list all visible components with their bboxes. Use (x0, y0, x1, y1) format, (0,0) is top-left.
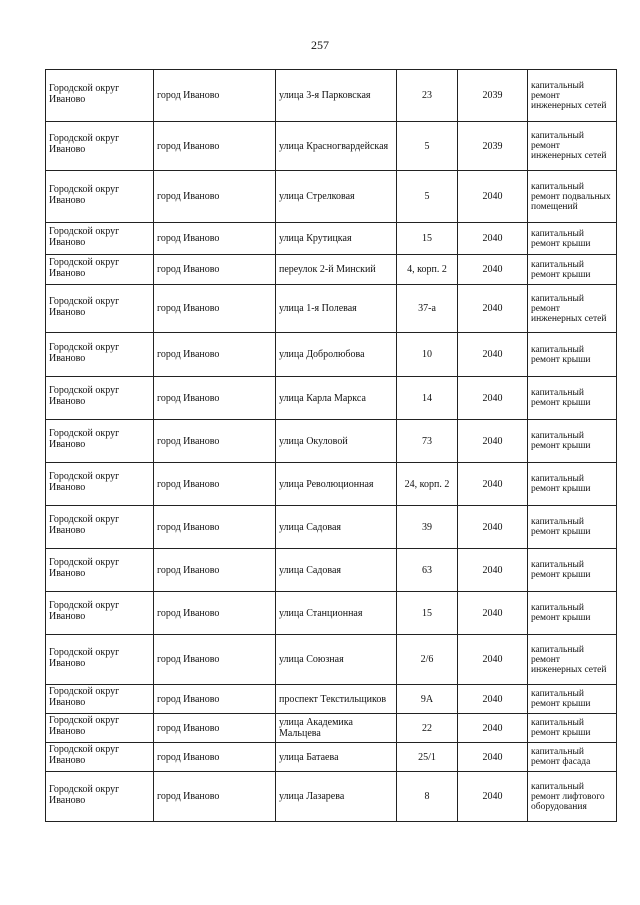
city-cell-text: город Иваново (157, 607, 220, 619)
city-cell (154, 685, 276, 714)
street-cell (276, 592, 397, 635)
street-cell-text: улица Добролюбова (279, 349, 365, 360)
city-cell (154, 377, 276, 420)
city-cell (154, 333, 276, 377)
street-cell-text: переулок 2-й Минский (279, 264, 376, 275)
street-cell-text: улица 1-я Полевая (279, 303, 357, 314)
okrug-cell-text: Городской округ Иваново (49, 744, 120, 766)
work-type-cell-text: капитальный ремонт инженерных сетей (531, 131, 607, 161)
year-cell-text: 2040 (482, 191, 503, 202)
house-number-cell (397, 506, 458, 549)
okrug-cell (46, 333, 154, 377)
city-cell-text: город Иваново (157, 564, 220, 576)
street-cell-text: улица Батаева (279, 751, 339, 763)
year-cell-text: 2040 (482, 751, 503, 763)
okrug-cell-text: Городской округ Иваново (49, 600, 120, 622)
house-number-cell-text: 5 (424, 191, 430, 202)
street-cell (276, 685, 397, 714)
year-cell (458, 420, 528, 463)
year-cell (458, 70, 528, 122)
okrug-cell (46, 285, 154, 333)
table-row (46, 420, 617, 463)
year-cell-text: 2040 (482, 693, 503, 705)
year-cell-text: 2040 (482, 478, 503, 490)
house-number-cell (397, 255, 458, 285)
city-cell (154, 506, 276, 549)
street-cell-text: улица Стрелковая (279, 191, 355, 202)
okrug-cell (46, 635, 154, 685)
work-type-cell (528, 506, 617, 549)
street-cell (276, 122, 397, 171)
okrug-cell (46, 463, 154, 506)
street-cell (276, 171, 397, 223)
okrug-cell (46, 714, 154, 743)
table-row (46, 743, 617, 772)
street-cell (276, 70, 397, 122)
okrug-cell (46, 223, 154, 255)
work-type-cell (528, 463, 617, 506)
city-cell (154, 255, 276, 285)
work-type-cell-text: капитальный ремонт крыши (531, 517, 591, 537)
city-cell-text: город Иваново (157, 90, 220, 101)
okrug-cell-text: Городской округ Иваново (49, 783, 120, 806)
city-cell (154, 463, 276, 506)
street-cell (276, 635, 397, 685)
street-cell-text: улица Крутицкая (279, 233, 352, 244)
city-cell-text: город Иваново (157, 478, 220, 490)
okrug-cell (46, 506, 154, 549)
city-cell-text: город Иваново (157, 191, 220, 202)
work-type-cell-text: капитальный ремонт крыши (531, 344, 591, 365)
house-number-cell (397, 377, 458, 420)
table-row (46, 122, 617, 171)
okrug-cell (46, 549, 154, 592)
work-type-cell (528, 685, 617, 714)
work-type-cell (528, 70, 617, 122)
table-row (46, 506, 617, 549)
table-row (46, 772, 617, 822)
year-cell (458, 122, 528, 171)
city-cell (154, 772, 276, 822)
okrug-cell (46, 377, 154, 420)
house-number-cell (397, 420, 458, 463)
year-cell (458, 223, 528, 255)
street-cell-text: улица Карла Маркса (279, 392, 366, 404)
table-row (46, 333, 617, 377)
page-number: 257 (311, 38, 329, 52)
city-cell (154, 714, 276, 743)
okrug-cell-text: Городской округ Иваново (49, 225, 120, 248)
okrug-cell (46, 255, 154, 285)
work-type-cell-text: капитальный ремонт крыши (531, 228, 591, 249)
work-type-cell-text: капитальный ремонт лифтового оборудования (531, 781, 605, 812)
street-cell-text: улица Окуловой (279, 435, 348, 447)
house-number-cell (397, 122, 458, 171)
year-cell (458, 714, 528, 743)
work-type-cell (528, 223, 617, 255)
okrug-cell-text: Городской округ Иваново (49, 341, 120, 364)
okrug-cell-text: Городской округ Иваново (49, 133, 120, 155)
house-number-cell-text: 9А (420, 693, 434, 705)
year-cell (458, 285, 528, 333)
house-number-cell (397, 549, 458, 592)
work-type-cell (528, 743, 617, 772)
work-type-cell (528, 772, 617, 822)
street-cell (276, 463, 397, 506)
work-type-cell (528, 377, 617, 420)
city-cell (154, 70, 276, 122)
table-row (46, 549, 617, 592)
year-cell-text: 2040 (482, 791, 503, 802)
house-number-cell (397, 70, 458, 122)
city-cell-text: город Иваново (157, 521, 220, 533)
year-cell-text: 2040 (482, 722, 503, 734)
work-type-cell-text: капитальный ремонт подвальных помещений (531, 181, 611, 212)
year-cell (458, 463, 528, 506)
year-cell-text: 2040 (482, 349, 503, 360)
city-cell (154, 223, 276, 255)
table-row (46, 70, 617, 122)
city-cell-text: город Иваново (157, 435, 220, 447)
street-cell-text: проспект Текстильщиков (279, 693, 387, 705)
street-cell (276, 772, 397, 822)
house-number-cell-text: 63 (422, 564, 432, 576)
house-number-cell (397, 592, 458, 635)
work-type-cell-text: капитальный ремонт фасада (531, 747, 591, 767)
street-cell (276, 549, 397, 592)
house-number-cell-text: 24, корп. 2 (404, 478, 450, 490)
city-cell-text: город Иваново (157, 722, 220, 734)
work-type-cell-text: капитальный ремонт инженерных сетей (531, 80, 607, 111)
work-type-cell (528, 420, 617, 463)
house-number-cell-text: 39 (422, 521, 432, 533)
year-cell (458, 772, 528, 822)
okrug-cell-text: Городской округ Иваново (49, 295, 120, 318)
city-cell-text: город Иваново (157, 264, 220, 275)
table-row (46, 714, 617, 743)
city-cell (154, 285, 276, 333)
year-cell-text: 2040 (482, 564, 503, 576)
house-number-cell-text: 10 (422, 349, 432, 360)
city-cell-text: город Иваново (157, 751, 220, 763)
house-number-cell-text: 25/1 (418, 751, 436, 763)
table-row (46, 255, 617, 285)
work-type-cell-text: капитальный ремонт крыши (531, 431, 591, 451)
okrug-cell (46, 592, 154, 635)
work-type-cell-text: капитальный ремонт крыши (531, 603, 591, 623)
okrug-cell-text: Городской округ Иваново (49, 557, 120, 579)
street-cell (276, 743, 397, 772)
year-cell (458, 635, 528, 685)
house-number-cell-text: 5 (424, 140, 430, 152)
city-cell (154, 171, 276, 223)
year-cell-text: 2040 (482, 435, 503, 447)
street-cell-text: улица Станционная (279, 607, 363, 619)
street-cell-text: улица Садовая (279, 521, 342, 533)
work-type-cell (528, 635, 617, 685)
table-row (46, 171, 617, 223)
okrug-cell-text: Городской округ Иваново (49, 385, 120, 407)
city-cell (154, 592, 276, 635)
year-cell-text: 2040 (482, 654, 503, 665)
table-row (46, 285, 617, 333)
year-cell-text: 2040 (482, 233, 503, 244)
house-number-cell (397, 223, 458, 255)
work-type-cell-text: капитальный ремонт крыши (531, 259, 591, 280)
work-type-cell-text: капитальный ремонт инженерных сетей (531, 293, 607, 324)
year-cell-text: 2040 (482, 264, 503, 275)
year-cell (458, 685, 528, 714)
house-number-cell-text: 14 (422, 392, 432, 404)
table-row (46, 377, 617, 420)
year-cell (458, 743, 528, 772)
work-type-cell (528, 714, 617, 743)
work-type-cell-text: капитальный ремонт крыши (531, 560, 591, 580)
city-cell (154, 549, 276, 592)
table-row (46, 592, 617, 635)
house-number-cell-text: 15 (422, 233, 432, 244)
street-cell-text: улица Красногвардейская (279, 140, 389, 152)
okrug-cell (46, 772, 154, 822)
year-cell (458, 333, 528, 377)
city-cell-text: город Иваново (157, 654, 220, 665)
city-cell-text: город Иваново (157, 140, 220, 152)
street-cell (276, 506, 397, 549)
okrug-cell (46, 685, 154, 714)
work-type-cell (528, 333, 617, 377)
okrug-cell-text: Городской округ Иваново (49, 183, 120, 206)
okrug-cell-text: Городской округ Иваново (49, 715, 120, 737)
year-cell (458, 171, 528, 223)
city-cell-text: город Иваново (157, 303, 220, 314)
year-cell (458, 506, 528, 549)
okrug-cell-text: Городской округ Иваново (49, 82, 120, 105)
street-cell-text: улица Революционная (279, 478, 374, 490)
work-type-cell-text: капитальный ремонт крыши (531, 474, 591, 494)
street-cell (276, 285, 397, 333)
city-cell (154, 122, 276, 171)
work-type-cell-text: капитальный ремонт крыши (531, 689, 591, 709)
house-number-cell-text: 37-а (418, 303, 436, 314)
street-cell-text: улица Лазарева (279, 791, 345, 802)
okrug-cell-text: Городской округ Иваново (49, 428, 120, 450)
house-number-cell (397, 463, 458, 506)
year-cell-text: 2040 (482, 303, 503, 314)
house-number-cell (397, 743, 458, 772)
work-type-cell (528, 549, 617, 592)
table-body (46, 70, 617, 822)
house-number-cell (397, 171, 458, 223)
street-cell (276, 255, 397, 285)
work-type-cell (528, 171, 617, 223)
okrug-cell (46, 743, 154, 772)
house-number-cell-text: 2/6 (420, 654, 434, 665)
street-cell-text: улица Садовая (279, 564, 342, 576)
okrug-cell-text: Городской округ Иваново (49, 686, 120, 708)
year-cell-text: 2040 (482, 607, 503, 619)
street-cell (276, 714, 397, 743)
okrug-cell-text: Городской округ Иваново (49, 514, 120, 536)
house-number-cell (397, 772, 458, 822)
work-type-cell-text: капитальный ремонт инженерных сетей (531, 644, 607, 675)
table-row (46, 685, 617, 714)
house-number-cell-text: 8 (424, 791, 430, 802)
year-cell-text: 2039 (482, 140, 503, 152)
year-cell-text: 2040 (482, 392, 503, 404)
house-number-cell-text: 23 (422, 90, 432, 101)
okrug-cell (46, 122, 154, 171)
table-row (46, 635, 617, 685)
city-cell (154, 743, 276, 772)
city-cell-text: город Иваново (157, 392, 220, 404)
street-cell-text: улица 3-я Парковская (279, 90, 371, 101)
street-cell (276, 420, 397, 463)
street-cell-text: улица Академика Мальцева (279, 717, 353, 739)
okrug-cell-text: Городской округ Иваново (49, 471, 120, 493)
work-type-cell (528, 592, 617, 635)
work-type-cell (528, 285, 617, 333)
table-row (46, 223, 617, 255)
house-number-cell (397, 333, 458, 377)
city-cell-text: город Иваново (157, 233, 220, 244)
year-cell-text: 2040 (482, 521, 503, 533)
house-number-cell (397, 285, 458, 333)
city-cell-text: город Иваново (157, 693, 220, 705)
street-cell (276, 377, 397, 420)
work-type-cell-text: капитальный ремонт крыши (531, 718, 591, 738)
city-cell-text: город Иваново (157, 791, 220, 802)
year-cell (458, 255, 528, 285)
work-type-cell (528, 122, 617, 171)
year-cell (458, 592, 528, 635)
year-cell (458, 549, 528, 592)
year-cell-text: 2039 (482, 90, 503, 101)
street-cell (276, 333, 397, 377)
house-number-cell-text: 73 (422, 435, 432, 447)
okrug-cell (46, 420, 154, 463)
okrug-cell-text: Городской округ Иваново (49, 256, 120, 279)
house-number-cell-text: 22 (422, 722, 432, 734)
okrug-cell (46, 70, 154, 122)
house-number-cell (397, 714, 458, 743)
okrug-cell (46, 171, 154, 223)
city-cell-text: город Иваново (157, 349, 220, 360)
street-cell (276, 223, 397, 255)
house-number-cell-text: 15 (422, 607, 432, 619)
house-number-cell (397, 685, 458, 714)
okrug-cell-text: Городской округ Иваново (49, 646, 120, 669)
house-number-cell-text: 4, корп. 2 (407, 264, 447, 275)
work-type-cell-text: капитальный ремонт крыши (531, 388, 591, 408)
city-cell (154, 420, 276, 463)
house-number-cell (397, 635, 458, 685)
year-cell (458, 377, 528, 420)
repair-schedule-table (45, 69, 617, 822)
city-cell (154, 635, 276, 685)
street-cell-text: улица Союзная (279, 654, 344, 665)
table-row (46, 463, 617, 506)
work-type-cell (528, 255, 617, 285)
